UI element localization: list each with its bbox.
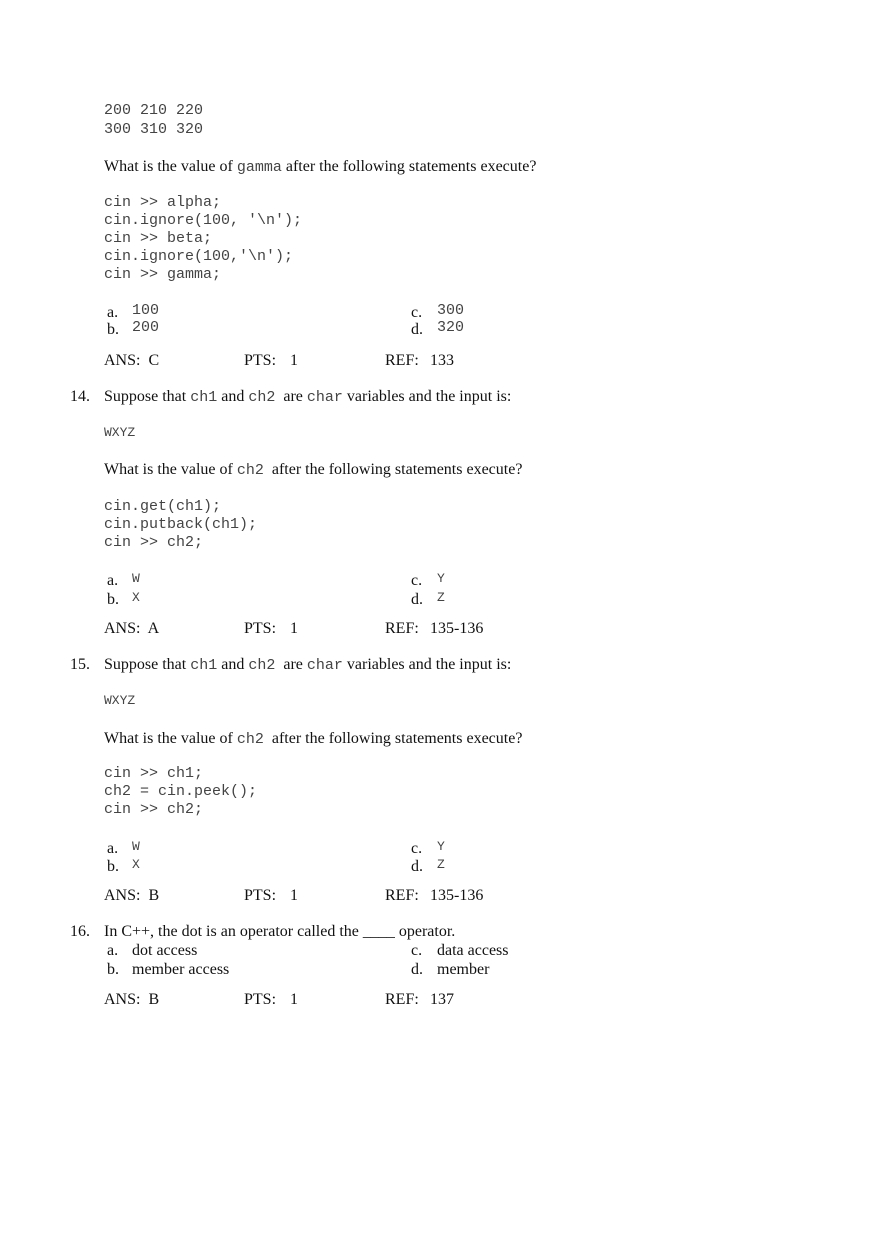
option-letter: d. — [411, 961, 423, 978]
question-text — [104, 730, 522, 749]
option-text: Y — [437, 571, 445, 586]
code-line: cin >> beta; — [104, 230, 213, 247]
reference: 133 — [430, 352, 454, 369]
question-number: 14. — [70, 388, 90, 405]
code-line: cin >> alpha; — [104, 194, 222, 211]
text: Suppose that — [104, 656, 191, 673]
reference-label: REF: — [385, 352, 419, 369]
option-text: Z — [437, 857, 445, 872]
code-line: cin >> gamma; — [104, 266, 222, 283]
option-text: X — [132, 857, 140, 872]
code-line: cin >> ch1; — [104, 765, 204, 782]
code-inline: ch1 — [190, 389, 218, 406]
code-inline: ch1 — [190, 657, 218, 674]
option-text: 300 — [437, 302, 465, 319]
option-letter: a. — [107, 304, 119, 321]
text: What is the value of — [104, 461, 237, 478]
reference: 135-136 — [430, 620, 484, 637]
points-label: PTS: — [244, 620, 277, 637]
option-text: member access — [132, 961, 230, 978]
points: 1 — [290, 887, 298, 904]
text: are — [275, 656, 307, 673]
question-text — [104, 158, 536, 177]
option-letter: a. — [107, 572, 119, 589]
question-text — [104, 461, 522, 480]
question-text: In C++, the dot is an operator called the ____ operator. — [104, 923, 456, 940]
answer: ANS: B — [104, 887, 160, 904]
text: after the following statements execute? — [263, 730, 523, 747]
code-line: cin >> ch2; — [104, 801, 204, 818]
code-inline: char — [306, 389, 343, 406]
text: What is the value of — [104, 158, 237, 175]
text: after the following statements execute? — [263, 461, 523, 478]
question-text — [104, 656, 511, 675]
question-number: 15. — [70, 656, 90, 673]
question-number: 16. — [70, 923, 90, 940]
option-text: member — [437, 961, 490, 978]
text: What is the value of — [104, 730, 237, 747]
option-letter: b. — [107, 858, 119, 875]
input-line: 200 210 220 — [104, 102, 204, 119]
option-text: W — [132, 571, 140, 586]
points: 1 — [290, 620, 298, 637]
points-label: PTS: — [244, 352, 277, 369]
option-text: 320 — [437, 319, 465, 336]
option-text: 200 — [132, 319, 160, 336]
text: Suppose that — [104, 388, 191, 405]
code-line: cin.get(ch1); — [104, 498, 222, 515]
text: are — [275, 388, 307, 405]
reference-label: REF: — [385, 991, 419, 1008]
option-text: 100 — [132, 302, 160, 319]
text: and — [217, 388, 249, 405]
text: after the following statements execute? — [281, 158, 537, 175]
option-letter: c. — [411, 942, 423, 959]
option-letter: b. — [107, 961, 119, 978]
option-letter: b. — [107, 591, 119, 608]
points-label: PTS: — [244, 991, 277, 1008]
code-inline: gamma — [236, 159, 282, 176]
input-line: 300 310 320 — [104, 121, 204, 138]
option-text: Z — [437, 590, 445, 605]
option-text: W — [132, 839, 140, 854]
answer: ANS: B — [104, 991, 160, 1008]
option-letter: a. — [107, 840, 119, 857]
code-line: cin >> ch2; — [104, 534, 204, 551]
text: variables and the input is: — [342, 388, 512, 405]
reference-label: REF: — [385, 620, 419, 637]
code-inline: ch2 — [236, 731, 264, 748]
option-letter: c. — [411, 304, 423, 321]
question-text — [104, 388, 511, 407]
code-inline: ch2 — [236, 462, 264, 479]
code-inline: ch2 — [248, 389, 276, 406]
code-line: ch2 = cin.peek(); — [104, 783, 258, 800]
text: and — [217, 656, 249, 673]
option-text: X — [132, 590, 140, 605]
option-letter: d. — [411, 858, 423, 875]
points: 1 — [290, 352, 298, 369]
answer: ANS: C — [104, 352, 160, 369]
option-text: data access — [437, 942, 509, 959]
code-inline: ch2 — [248, 657, 276, 674]
input-line: WXYZ — [104, 425, 136, 440]
answer: ANS: A — [104, 620, 160, 637]
code-line: cin.ignore(100,'\n'); — [104, 248, 294, 265]
option-letter: c. — [411, 572, 423, 589]
input-line: WXYZ — [104, 693, 136, 708]
option-text: Y — [437, 839, 445, 854]
reference: 137 — [430, 991, 454, 1008]
option-letter: c. — [411, 840, 423, 857]
option-letter: d. — [411, 591, 423, 608]
option-letter: d. — [411, 321, 423, 338]
option-letter: b. — [107, 321, 119, 338]
code-line: cin.putback(ch1); — [104, 516, 258, 533]
text: variables and the input is: — [342, 656, 512, 673]
code-inline: char — [306, 657, 343, 674]
points-label: PTS: — [244, 887, 277, 904]
option-text: dot access — [132, 942, 198, 959]
reference-label: REF: — [385, 887, 419, 904]
points: 1 — [290, 991, 298, 1008]
reference: 135-136 — [430, 887, 484, 904]
code-line: cin.ignore(100, '\n'); — [104, 212, 303, 229]
option-letter: a. — [107, 942, 119, 959]
